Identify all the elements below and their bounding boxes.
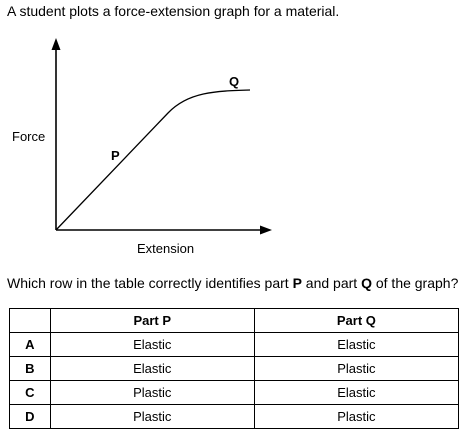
part-p-cell: Plastic xyxy=(50,405,254,429)
y-axis-arrowhead xyxy=(52,38,61,50)
part-p-cell: Elastic xyxy=(50,333,254,357)
part-q-cell: Plastic xyxy=(254,405,458,429)
intro-text: A student plots a force-extension graph for a material. xyxy=(7,3,340,19)
header-blank xyxy=(10,309,51,333)
answer-table xyxy=(9,308,459,429)
question-part-1: Which row in the table correctly identifies part xyxy=(7,275,293,291)
part-q-cell: Elastic xyxy=(254,333,458,357)
table-header-row xyxy=(10,309,459,333)
question-part-2: and part xyxy=(301,275,362,291)
part-p-cell: Plastic xyxy=(50,381,254,405)
row-letter: C xyxy=(10,381,51,405)
point-q-label: Q xyxy=(229,74,240,89)
table-row[interactable] xyxy=(10,381,459,405)
question-p: P xyxy=(292,275,302,291)
question-part-3: of the graph? xyxy=(371,275,459,291)
x-axis-arrowhead xyxy=(260,226,272,235)
row-letter: D xyxy=(10,405,51,429)
header-part-q: Part Q xyxy=(254,309,458,333)
part-q-cell: Plastic xyxy=(254,357,458,381)
y-axis-label: Force xyxy=(12,129,46,144)
question-q: Q xyxy=(361,275,372,291)
header-part-p: Part P xyxy=(50,309,254,333)
row-letter: A xyxy=(10,333,51,357)
row-letter: B xyxy=(10,357,51,381)
table-row[interactable] xyxy=(10,333,459,357)
table-row[interactable] xyxy=(10,405,459,429)
part-q-cell: Elastic xyxy=(254,381,458,405)
point-p-label: P xyxy=(111,148,120,163)
x-axis-label: Extension xyxy=(137,241,195,256)
table-row[interactable] xyxy=(10,357,459,381)
part-p-cell: Elastic xyxy=(50,357,254,381)
question-text xyxy=(7,275,458,291)
force-extension-curve xyxy=(56,90,250,230)
